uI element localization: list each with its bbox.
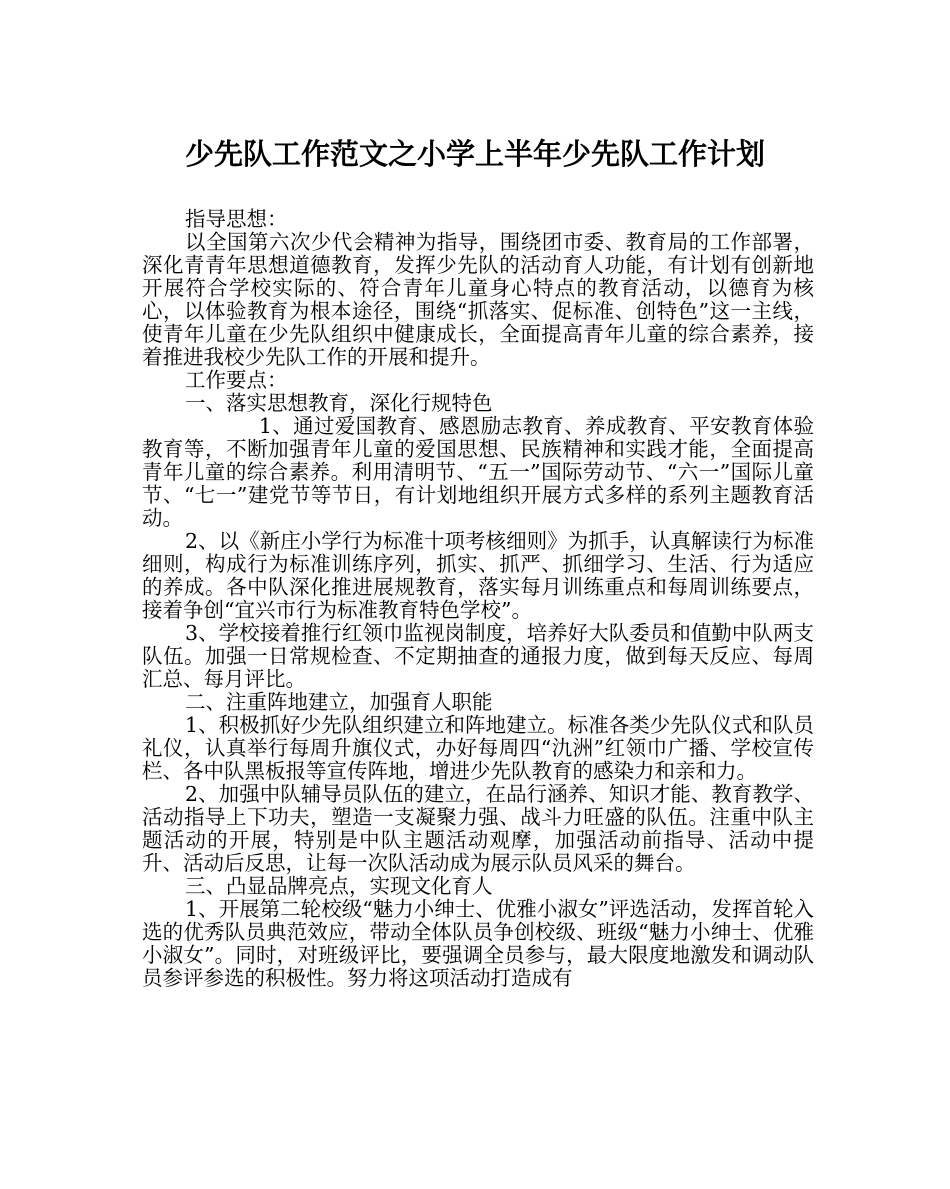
paragraph: 2、以《新庄小学行为标准十项考核细则》为抓手，认真解读行为标准细则，构成行为标准训练序列，抓实、抓严、抓细学习、生活、行为适应的养成。各中队深化推进展规教育，落实每月训练重点和每周训练要点，接着争创“宜兴市行为标准教育特色学校”。	[142, 529, 814, 622]
paragraph: 1、积极抓好少先队组织建立和阵地建立。标准各类少先队仪式和队员礼仪，认真举行每周升旗仪式，办好每周四“氿洲”红领巾广播、学校宣传栏、各中队黑板报等宣传阵地，增进少先队教育的感染力和亲和力。	[142, 713, 814, 783]
section-heading: 二、注重阵地建立，加强育人职能	[185, 690, 493, 714]
paragraph: 以全国第六次少代会精神为指导，围绕团市委、教育局的工作部署，深化青青年思想道德教育，发挥少先队的活动育人功能，有计划有创新地开展符合学校实际的、符合青年儿童身心特点的教育活动，以德育为核心，以体验教育为根本途径，围绕“抓落实、促标准、创特色”这一主线，使青年儿童在少先队组织中健康成长，全面提高青年儿童的综合素养，接着推进我校少先队工作的开展和提升。	[142, 230, 814, 369]
paragraph: 指导思想：	[185, 207, 288, 231]
paragraph: 3、学校接着推行红领巾监视岗制度，培养好大队委员和值勤中队两支队伍。加强一日常规检查、不定期抽查的通报力度，做到每天反应、每周汇总、每月评比。	[142, 621, 814, 691]
paragraph: 1、通过爱国教育、感恩励志教育、养成教育、平安教育体验教育等，不断加强青年儿童的爱国思想、民族精神和实践才能，全面提高青年儿童的综合素养。利用清明节、“五一”国际劳动节、“六一”国际儿童节、“七一”建党节等节日，有计划地组织开展方式多样的系列主题教育活动。	[142, 414, 814, 530]
document-body	[142, 208, 814, 990]
paragraph: 2、加强中队辅导员队伍的建立，在品行涵养、知识才能、教育教学、活动指导上下功夫，塑造一支凝聚力强、战斗力旺盛的队伍。注重中队主题活动的开展，特别是中队主题活动观摩，加强活动前指导、活动中提升、活动后反思，让每一次队活动成为展示队员风采的舞台。	[142, 782, 814, 875]
section-heading: 一、落实思想教育，深化行规特色	[185, 391, 493, 415]
section-heading: 三、凸显品牌亮点，实现文化育人	[185, 874, 493, 898]
paragraph: 工作要点：	[185, 368, 288, 392]
paragraph: 1、开展第二轮校级“魅力小绅士、优雅小淑女”评选活动，发挥首轮入选的优秀队员典范效应，带动全体队员争创校级、班级“魅力小绅士、优雅小淑女”。同时，对班级评比，要强调全员参与，最大限度地激发和调动队员参评参选的积极性。努力将这项活动打造成有	[142, 897, 814, 990]
document-title: 少先队工作范文之小学上半年少先队工作计划	[184, 137, 765, 171]
